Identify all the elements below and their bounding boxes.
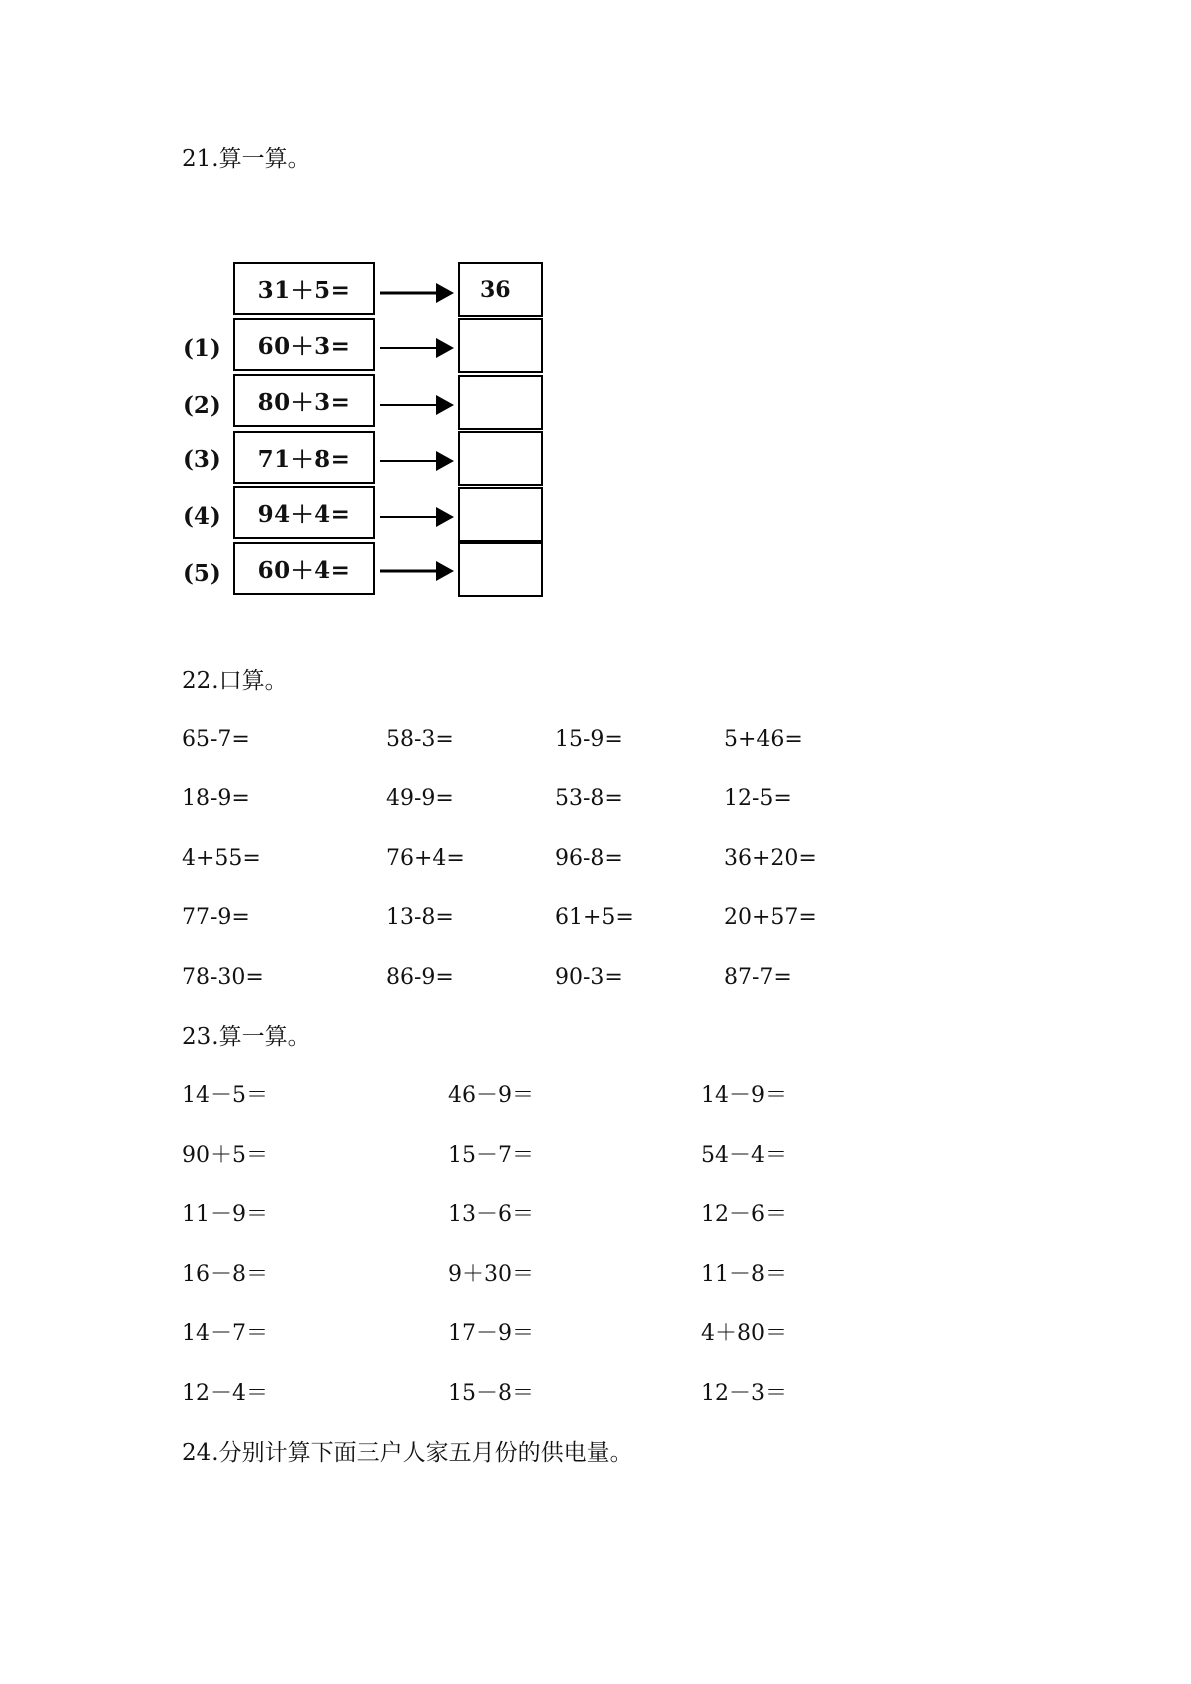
q23-problem: 16－8＝ bbox=[182, 1262, 268, 1287]
q23-problem: 11－8＝ bbox=[701, 1262, 787, 1287]
q21-answer-box[interactable] bbox=[458, 431, 543, 486]
q21-answer-box[interactable] bbox=[458, 487, 543, 542]
q23-problem: 46－9＝ bbox=[448, 1083, 534, 1108]
arrow-right-icon bbox=[380, 281, 454, 305]
q22-problem: 18-9= bbox=[182, 786, 250, 811]
q22-problem: 96-8= bbox=[555, 846, 623, 871]
q22-problem: 49-9= bbox=[386, 786, 454, 811]
q21-item-expression: 94＋4= bbox=[233, 486, 375, 539]
arrow-right-icon bbox=[380, 393, 454, 417]
q21-item-number: (5) bbox=[183, 560, 221, 587]
arrow-right-icon bbox=[380, 449, 454, 473]
q23-problem: 9＋30＝ bbox=[448, 1262, 534, 1287]
q23-problem: 17－9＝ bbox=[448, 1321, 534, 1346]
q21-item-number: (3) bbox=[183, 446, 221, 473]
q22-problem: 53-8= bbox=[555, 786, 623, 811]
q22-problem: 15-9= bbox=[555, 727, 623, 752]
q23-problem: 90＋5＝ bbox=[182, 1143, 268, 1168]
q22-problem: 36+20= bbox=[724, 846, 817, 871]
q23-problem: 12－4＝ bbox=[182, 1381, 268, 1406]
q22-problem: 61+5= bbox=[555, 905, 634, 930]
q22-title: 22.口算。 bbox=[182, 668, 288, 694]
q22-problem: 86-9= bbox=[386, 965, 454, 990]
q21-item-expression: 80＋3= bbox=[233, 374, 375, 427]
q22-problem: 58-3= bbox=[386, 727, 454, 752]
q23-problem: 15－8＝ bbox=[448, 1381, 534, 1406]
arrow-right-icon bbox=[380, 336, 454, 360]
q23-problem: 14－7＝ bbox=[182, 1321, 268, 1346]
q23-problem: 14－9＝ bbox=[701, 1083, 787, 1108]
q23-problem: 4＋80＝ bbox=[701, 1321, 787, 1346]
q22-problem: 13-8= bbox=[386, 905, 454, 930]
q23-problem: 13－6＝ bbox=[448, 1202, 534, 1227]
q21-item-number: (4) bbox=[183, 503, 221, 530]
q22-problem: 65-7= bbox=[182, 727, 250, 752]
q21-item-expression: 71＋8= bbox=[233, 431, 375, 484]
arrow-right-icon bbox=[380, 559, 454, 583]
q22-problem: 78-30= bbox=[182, 965, 264, 990]
q23-problem: 14－5＝ bbox=[182, 1083, 268, 1108]
q22-problem: 87-7= bbox=[724, 965, 792, 990]
q23-problem: 11－9＝ bbox=[182, 1202, 268, 1227]
q22-problem: 77-9= bbox=[182, 905, 250, 930]
arrow-right-icon bbox=[380, 505, 454, 529]
q22-problem: 76+4= bbox=[386, 846, 465, 871]
q21-example-expression: 31＋5= bbox=[233, 262, 375, 315]
q21-answer-box[interactable] bbox=[458, 375, 543, 430]
q21-answer-box[interactable] bbox=[458, 318, 543, 373]
q22-problem: 5+46= bbox=[724, 727, 803, 752]
q21-answer-box[interactable] bbox=[458, 542, 543, 597]
q21-item-expression: 60＋4= bbox=[233, 542, 375, 595]
q21-example-answer: 36 bbox=[458, 262, 543, 317]
q22-problem: 12-5= bbox=[724, 786, 792, 811]
q23-problem: 15－7＝ bbox=[448, 1143, 534, 1168]
q23-problem: 54－4＝ bbox=[701, 1143, 787, 1168]
q22-problem: 20+57= bbox=[724, 905, 817, 930]
q22-problem: 4+55= bbox=[182, 846, 261, 871]
q21-item-number: (2) bbox=[183, 392, 221, 419]
q21-item-number: (1) bbox=[183, 335, 221, 362]
q23-title: 23.算一算。 bbox=[182, 1024, 311, 1050]
q22-problem: 90-3= bbox=[555, 965, 623, 990]
q21-item-expression: 60＋3= bbox=[233, 318, 375, 371]
q21-title: 21.算一算。 bbox=[182, 146, 311, 172]
q23-problem: 12－6＝ bbox=[701, 1202, 787, 1227]
q24-title: 24.分别计算下面三户人家五月份的供电量。 bbox=[182, 1440, 633, 1466]
q23-problem: 12－3＝ bbox=[701, 1381, 787, 1406]
